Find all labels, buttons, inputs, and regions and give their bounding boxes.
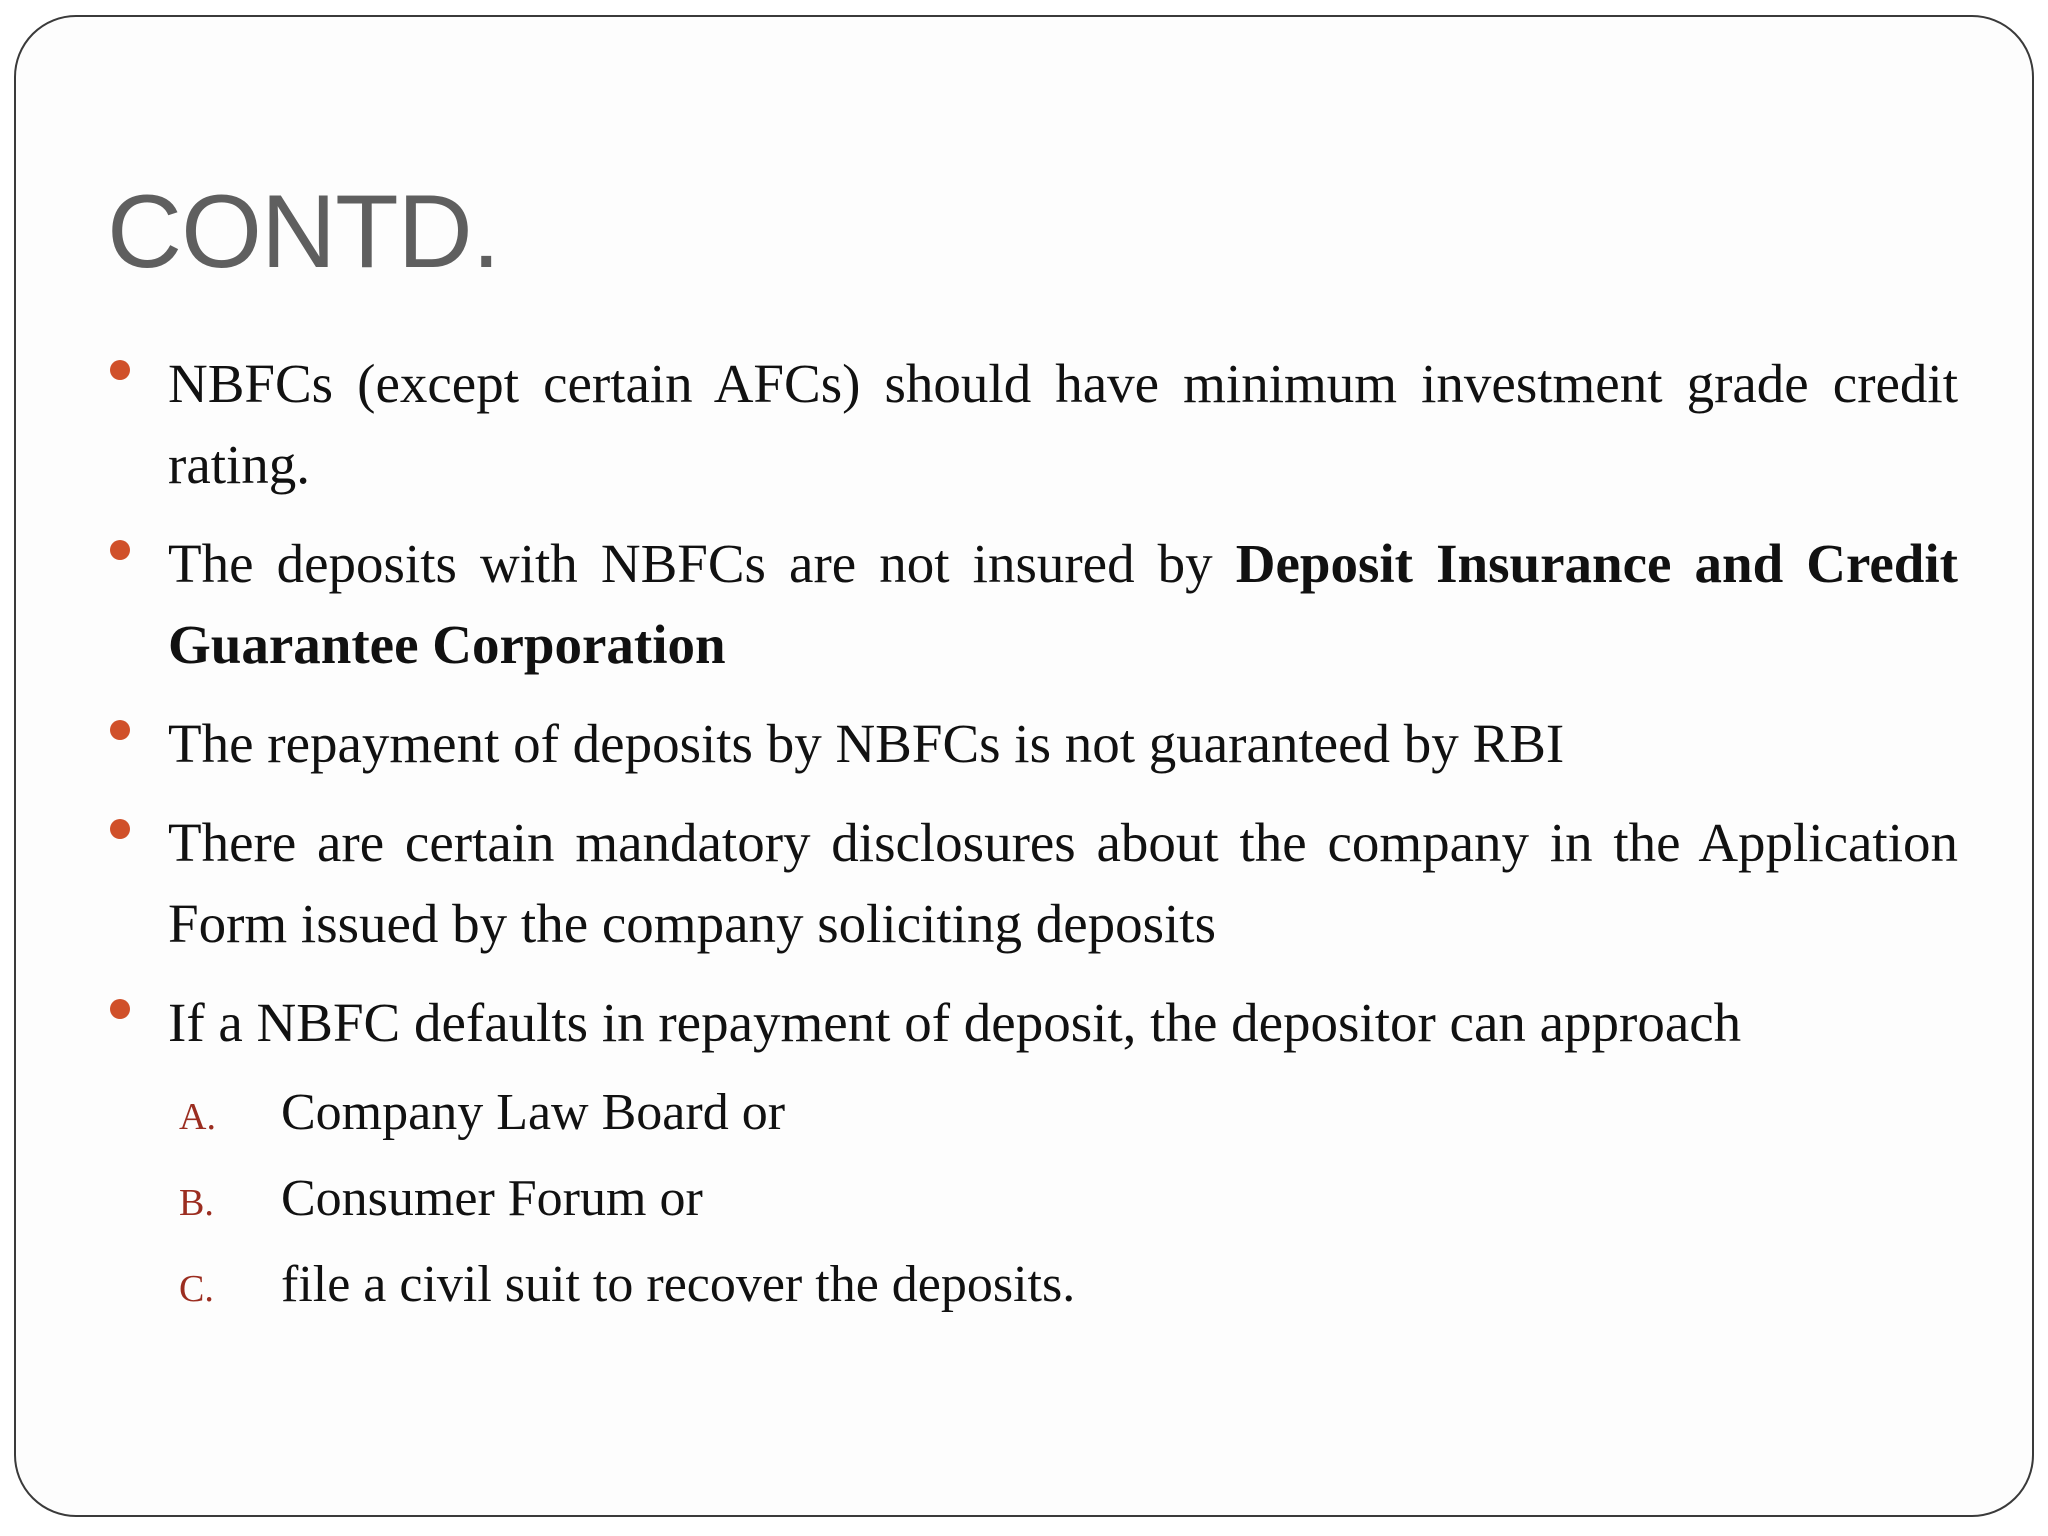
bullet-item-credit-rating	[168, 343, 1958, 505]
sub-marker: C.	[179, 1268, 214, 1310]
bullet-text	[168, 533, 1958, 675]
bullet-item-rbi-guarantee	[168, 703, 1958, 784]
bullet-text-bold: Deposit Insurance and Credit Guarantee Corporation	[168, 533, 1958, 675]
bullet-dot-icon	[110, 999, 130, 1019]
bullet-text: There are certain mandatory disclosures about the company in the Application Form issued by the company soliciting deposits	[168, 812, 1958, 954]
bullet-text: If a NBFC defaults in repayment of deposit, the depositor can approach	[168, 992, 1742, 1053]
bullet-item-mandatory-disclosures	[168, 802, 1958, 964]
bullet-item-default-recourse	[168, 982, 1958, 1063]
bullet-dot-icon	[110, 360, 130, 380]
sub-text: Company Law Board or	[281, 1084, 786, 1141]
bullet-text-plain: The deposits with NBFCs are not insured by	[168, 533, 1236, 594]
bullet-dot-icon	[110, 720, 130, 740]
bullet-dot-icon	[110, 540, 130, 560]
slide-title: CONTD.	[107, 174, 500, 290]
sub-text: file a civil suit to recover the deposits.	[281, 1256, 1076, 1313]
bullet-item-deposit-insurance	[168, 523, 1958, 685]
sub-text: Consumer Forum or	[281, 1170, 703, 1227]
bullet-list	[168, 343, 1958, 1081]
bullet-text: NBFCs (except certain AFCs) should have minimum investment grade credit rating.	[168, 353, 1958, 495]
sub-marker: A.	[179, 1096, 216, 1138]
bullet-text: The repayment of deposits by NBFCs is not guaranteed by RBI	[168, 713, 1565, 774]
bullet-dot-icon	[110, 819, 130, 839]
sub-marker: B.	[179, 1182, 214, 1224]
